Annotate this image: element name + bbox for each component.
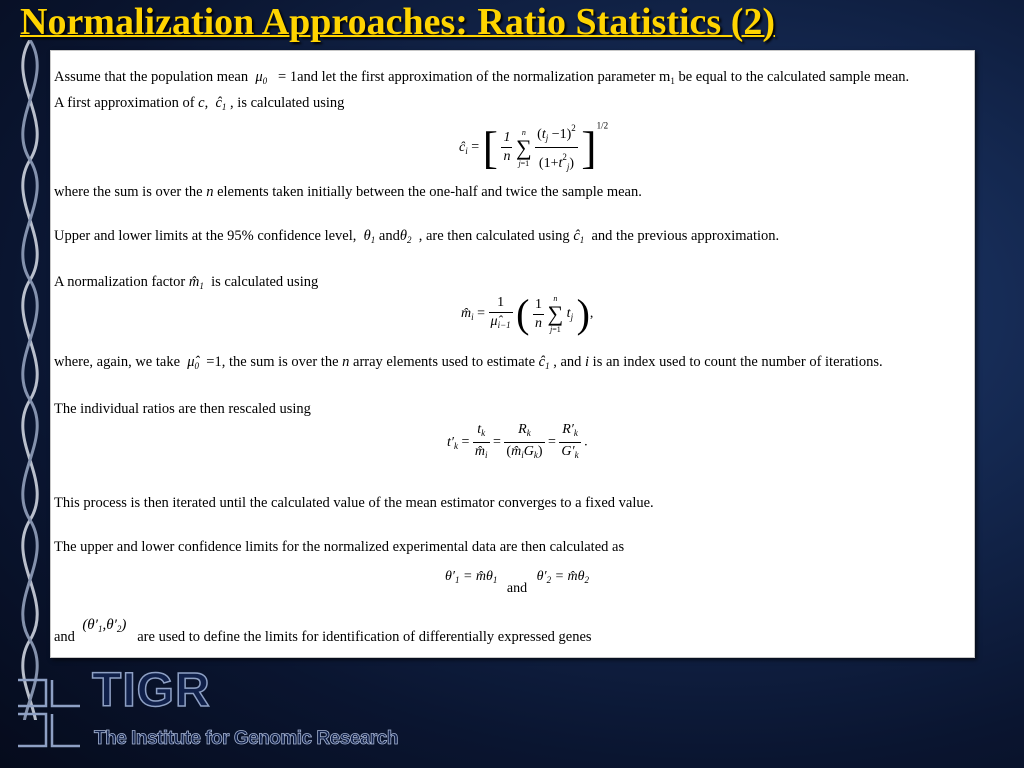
math-m-hat-1: $m̂_1$: [188, 274, 204, 291]
text-fragment: where the sum is over the: [54, 184, 203, 200]
paragraph-assumption: Assume that the population mean $\mu_0$ = 1and let the first approximation of the normalization parameter $m_1$ be equal to the calculated sample mean.: [54, 69, 910, 86]
math-theta2: $\theta_2$: [399, 228, 412, 245]
math-c: c: [198, 95, 205, 111]
equation-c-hat: $ĉ_i$ = [ $\frac{1}{n}$ n ∑ j=1 $\frac{(t_j -1)^2}{(1+t^2_j)}$ ]$^{1/2}$: [459, 119, 608, 176]
math-i: i: [585, 354, 590, 370]
text-fragment: and: [378, 228, 400, 244]
institute-name: The Institute for Genomic Research: [94, 728, 398, 749]
math-mu-hat-0: $\mû_0$: [183, 354, 200, 371]
equation-theta-prime: $\theta'_1$ = $m̂\theta_1$ and $\theta'_2$ = $m̂\theta_2$: [445, 569, 589, 596]
math-theta1: $\theta_1$: [360, 228, 376, 245]
equation-m-hat: $m̂_i$ = $\frac{1}{\mû_{i-1}}$ ( $\frac{1}{n}$ n ∑ j=1 $t_j$ ),: [461, 291, 594, 336]
math-mu0: $\mu_0$: [251, 69, 268, 86]
text-fragment: Assume that the population mean: [54, 69, 249, 85]
paragraph-iterate: [54, 495, 654, 512]
math-theta-pair: $(\theta'_1,\theta'_2)$: [78, 617, 127, 634]
text-fragment: =1, the sum is over the: [206, 354, 339, 370]
math-n: n: [342, 354, 350, 370]
text-fragment: , are then calculated using: [418, 228, 570, 244]
text-fragment: A normalization factor: [54, 274, 186, 290]
text-fragment: = 1and let the first approximation of the normalization parameter m: [278, 69, 671, 85]
math-n: n: [206, 184, 214, 200]
paragraph-sum-over: [54, 184, 642, 201]
text-fragment: where, again, we take: [54, 354, 181, 370]
math-c-hat-1: $ĉ_1$: [215, 95, 227, 112]
content-panel: [50, 50, 975, 658]
text-fragment: , and: [553, 354, 582, 370]
text-fragment: This process is then iterated until the calculated value of the mean estimator converges to a fixed value.: [54, 495, 654, 511]
text-fragment: , is calculated using: [230, 95, 345, 111]
text-fragment: The upper and lower confidence limits for the normalized experimental data are then calculated as: [54, 539, 625, 555]
text-fragment: array elements used to estimate: [353, 354, 536, 370]
text-fragment: be equal to the calculated sample mean.: [678, 69, 910, 85]
paragraph-normalization-factor: [54, 274, 318, 295]
text-fragment: and: [54, 629, 75, 645]
paragraph-upper-lower: [54, 539, 624, 556]
text-fragment: Upper and lower limits at the 95% confidence level,: [54, 228, 357, 244]
text-fragment: and the previous approximation.: [591, 228, 780, 244]
equation-t-prime: $t'_k$ = $\frac{t_k}{m̂_i}$ = $\frac{R_k}{(m̂_iG_k)}$ = $\frac{R'_k}{G'_k}$ .: [447, 421, 588, 464]
paragraph-confidence-limits: [54, 228, 779, 249]
math-c-hat-1c: $ĉ_1$: [538, 354, 550, 371]
math-c-hat-1b: $ĉ_1$: [573, 228, 585, 245]
paragraph-define-limits: [54, 617, 592, 650]
text-fragment: elements taken initially between the one-half and twice the sample mean.: [217, 184, 642, 200]
text-fragment: A first approximation of: [54, 95, 195, 111]
tigr-logo-text: TIGR: [92, 664, 211, 717]
paragraph-where-again: [54, 354, 883, 375]
equation-and: and: [506, 581, 528, 596]
text-fragment: The individual ratios are then rescaled using: [54, 401, 311, 417]
text-fragment: are used to define the limits for identification of differentially expressed genes: [137, 629, 592, 645]
text-fragment: is an index used to count the number of iterations.: [592, 354, 883, 370]
paragraph-rescale: [54, 401, 311, 418]
slide-title: Normalization Approaches: Ratio Statistics (2): [20, 1, 776, 43]
text-fragment: is calculated using: [211, 274, 319, 290]
paragraph-first-approx: A first approximation of c, $ĉ_1$ , is calculated using: [54, 95, 345, 112]
